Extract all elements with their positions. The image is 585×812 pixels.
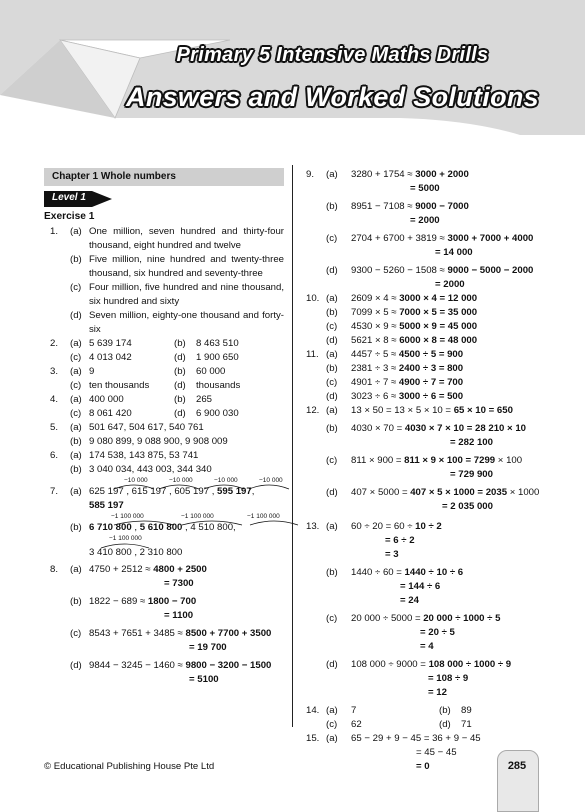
q12c xyxy=(300,454,546,468)
working-bold: 20 000 ÷ 1000 ÷ 5 xyxy=(423,613,501,624)
part-label: (b) xyxy=(326,567,338,578)
answer-value: 7 xyxy=(351,705,357,716)
part-label: (c) xyxy=(326,719,338,730)
part-label: (b) xyxy=(70,254,82,265)
answer-value: 60 000 xyxy=(196,366,226,377)
working: 407 × 5000 = xyxy=(351,487,411,498)
working: = 45 − 45 xyxy=(416,747,457,758)
working-bold: 3000 + 7000 + 4000 xyxy=(447,233,534,244)
part-label: (b) xyxy=(326,363,338,374)
answer-bold: 595 197 xyxy=(217,486,252,497)
answer-value: 400 000 xyxy=(89,394,124,405)
answer-value: 62 xyxy=(351,719,362,730)
q11b xyxy=(300,362,546,376)
part-label: (a) xyxy=(70,486,82,497)
q12b xyxy=(300,422,546,436)
q10a xyxy=(300,292,546,306)
q7b-arc-2 xyxy=(99,541,159,549)
q13d-result xyxy=(300,686,546,700)
q13b-step xyxy=(300,580,546,594)
result: = 6 ÷ 2 xyxy=(385,535,415,546)
working: 8951 − 7108 ≈ xyxy=(351,201,416,212)
answer-value: 9 xyxy=(89,366,95,377)
part-label: (c) xyxy=(70,282,82,293)
answer-value: 501 647, 504 617, 540 761 xyxy=(89,422,204,433)
arc-label: −1 100 000 xyxy=(247,513,280,520)
part-label: (b) xyxy=(326,307,338,318)
part-label: (b) xyxy=(174,366,186,377)
q9d-result xyxy=(300,278,546,292)
q-number: 7. xyxy=(50,486,59,497)
answer-value: 8 061 420 xyxy=(89,408,132,419)
q7a-arcs xyxy=(104,482,304,490)
q1a xyxy=(44,225,284,253)
level-badge xyxy=(44,190,284,208)
result: = 24 xyxy=(400,595,419,606)
answer-value: thousands xyxy=(196,380,241,391)
part-label: (d) xyxy=(174,408,186,419)
working: 4750 + 2512 ≈ xyxy=(89,564,154,575)
working: 4457 ÷ 5 ≈ xyxy=(351,349,399,360)
working-bold: 108 000 ÷ 1000 ÷ 9 xyxy=(428,659,512,670)
q13b-result xyxy=(300,594,546,608)
exercise-heading: Exercise 1 xyxy=(44,211,95,222)
answer-value: 8 463 510 xyxy=(196,338,239,349)
q-number: 1. xyxy=(50,226,59,237)
working-bold: 1800 − 700 xyxy=(147,596,197,607)
working: 811 × 900 = xyxy=(351,455,405,466)
working: × 100 xyxy=(495,455,523,466)
answer-text: Four million, five hundred and nine thousand, six hundred and sixty xyxy=(89,282,284,307)
result: = 12 xyxy=(428,687,447,698)
working-bold: 5000 × 9 = 45 000 xyxy=(399,321,478,332)
working: 4901 ÷ 7 ≈ xyxy=(351,377,399,388)
q-number: 2. xyxy=(50,338,59,349)
working: 2381 ÷ 3 ≈ xyxy=(351,363,399,374)
q13a-step xyxy=(300,534,546,548)
q9a-result xyxy=(300,182,546,196)
result: = 14 000 xyxy=(435,247,473,258)
working: 3280 + 1754 ≈ xyxy=(351,169,416,180)
part-label: (a) xyxy=(70,564,82,575)
q-number: 10. xyxy=(306,293,320,304)
q4-row1 xyxy=(44,393,284,407)
answer-bold: 5 610 800 xyxy=(139,522,183,533)
q1b xyxy=(44,253,284,281)
part-label: (c) xyxy=(326,377,338,388)
part-label: (a) xyxy=(70,366,82,377)
part-label: (b) xyxy=(326,423,338,434)
q-number: 4. xyxy=(50,394,59,405)
header-title-line1: Primary 5 Intensive Maths Drills xyxy=(176,44,489,66)
q6b xyxy=(44,463,284,477)
working: 8543 + 7651 + 3485 ≈ xyxy=(89,628,186,639)
q-number: 5. xyxy=(50,422,59,433)
working-bold: 4500 ÷ 5 = 900 xyxy=(398,349,464,360)
q9b xyxy=(300,200,546,214)
result: = 20 ÷ 5 xyxy=(420,627,455,638)
working: 5621 × 8 ≈ xyxy=(351,335,400,346)
q-number: 15. xyxy=(306,733,320,744)
answer-value: 174 538, 143 875, 53 741 xyxy=(89,450,199,461)
answer-value: 265 xyxy=(196,394,213,405)
level-label: Level 1 xyxy=(52,192,86,203)
working-bold: 9800 − 3200 − 1500 xyxy=(185,660,272,671)
q1d xyxy=(44,309,284,337)
q-number: 14. xyxy=(306,705,320,716)
q11a xyxy=(300,348,546,362)
result: = 2000 xyxy=(410,215,440,226)
part-label: (a) xyxy=(326,169,338,180)
q12d-result xyxy=(300,500,546,514)
working-bold: 7000 × 5 = 35 000 xyxy=(399,307,478,318)
part-label: (b) xyxy=(70,436,82,447)
working-bold: 10 ÷ 2 xyxy=(415,521,442,532)
working-bold: 407 × 5 × 1000 = 2035 xyxy=(410,487,508,498)
answer-value: 625 197 , 615 197 , 605 197 , xyxy=(89,486,218,497)
working: 1822 − 689 ≈ xyxy=(89,596,148,607)
part-label: (d) xyxy=(70,660,82,671)
result: = 729 900 xyxy=(450,469,493,480)
q8c-result xyxy=(44,641,284,655)
part-label: (c) xyxy=(326,321,338,332)
part-label: (a) xyxy=(326,521,338,532)
result: = 4 xyxy=(420,641,434,652)
working-bold: 2400 ÷ 3 = 800 xyxy=(398,363,464,374)
working: 20 000 ÷ 5000 = xyxy=(351,613,424,624)
answer-value: 3 410 800 , 2 310 800 xyxy=(89,547,183,558)
arc-label: −1 100 000 xyxy=(109,535,142,542)
result: = 19 700 xyxy=(189,642,227,653)
part-label: (a) xyxy=(70,338,82,349)
q13a-result xyxy=(300,548,546,562)
working: × 1000 xyxy=(507,487,540,498)
column-divider xyxy=(292,165,293,727)
q10b xyxy=(300,306,546,320)
result: = 0 xyxy=(416,761,430,772)
left-column xyxy=(44,168,284,687)
answer-value: 89 xyxy=(461,705,472,716)
q9d xyxy=(300,264,546,278)
arc-label: −1 100 000 xyxy=(111,513,144,520)
part-label: (a) xyxy=(326,349,338,360)
working-bold: 4900 ÷ 7 = 700 xyxy=(398,377,464,388)
part-label: (a) xyxy=(70,422,82,433)
q8d-result xyxy=(44,673,284,687)
q7b-arcs xyxy=(104,518,304,526)
working-bold: 9000 − 5000 − 2000 xyxy=(447,265,534,276)
q8b-result xyxy=(44,609,284,623)
working-bold: 1440 ÷ 10 ÷ 6 xyxy=(404,567,464,578)
q4-row2 xyxy=(44,407,284,421)
q13a xyxy=(300,520,546,534)
working: 2609 × 4 ≈ xyxy=(351,293,400,304)
answer-value: 71 xyxy=(461,719,472,730)
part-label: (b) xyxy=(70,464,82,475)
q15a xyxy=(300,732,546,746)
working: 4030 × 70 = xyxy=(351,423,405,434)
q12c-result xyxy=(300,468,546,482)
result: = 3 xyxy=(385,549,399,560)
working-bold: 8500 + 7700 + 3500 xyxy=(185,628,272,639)
part-label: (d) xyxy=(70,310,82,321)
q2-row1 xyxy=(44,337,284,351)
working: 1440 ÷ 60 = xyxy=(351,567,405,578)
q-number: 11. xyxy=(306,349,319,360)
part-label: (c) xyxy=(326,233,338,244)
result: = 144 ÷ 6 xyxy=(400,581,441,592)
answer-value: 4 013 042 xyxy=(89,352,132,363)
answer-value: 5 639 174 xyxy=(89,338,132,349)
part-label: (b) xyxy=(326,201,338,212)
part-label: (a) xyxy=(326,733,338,744)
q8a-result xyxy=(44,577,284,591)
q3-row1 xyxy=(44,365,284,379)
q7a-line2 xyxy=(44,499,284,513)
part-label: (d) xyxy=(326,335,338,346)
part-label: (d) xyxy=(326,487,338,498)
q5a xyxy=(44,421,284,435)
q9c xyxy=(300,232,546,246)
q5b xyxy=(44,435,284,449)
working: 65 − 29 + 9 − 45 = 36 + 9 − 45 xyxy=(351,733,481,744)
q9a xyxy=(300,168,546,182)
q13d xyxy=(300,658,546,672)
part-label: (d) xyxy=(326,659,338,670)
part-label: (c) xyxy=(70,352,82,363)
answer-value: ten thousands xyxy=(89,380,150,391)
working: 7099 × 5 ≈ xyxy=(351,307,400,318)
q-number: 13. xyxy=(306,521,320,532)
part-label: (d) xyxy=(326,391,338,402)
working: 9300 − 5260 − 1508 ≈ xyxy=(351,265,448,276)
working: 3023 ÷ 6 ≈ xyxy=(351,391,399,402)
q13d-step xyxy=(300,672,546,686)
q-number: 3. xyxy=(50,366,59,377)
working: 108 000 ÷ 9000 = xyxy=(351,659,429,670)
answer-text: One million, seven hundred and thirty-four thousand, eight hundred and twelve xyxy=(89,226,284,251)
q8b xyxy=(44,595,284,609)
q8c xyxy=(44,627,284,641)
part-label: (a) xyxy=(326,293,338,304)
part-label: (c) xyxy=(326,455,338,466)
working-bold: 9000 − 7000 xyxy=(415,201,469,212)
working-bold: 6000 × 8 = 48 000 xyxy=(399,335,478,346)
answer-value: 9 080 899, 9 088 900, 9 908 009 xyxy=(89,436,228,447)
arc-label: −10 000 xyxy=(214,477,238,484)
result: = 108 ÷ 9 xyxy=(428,673,469,684)
working-bold: 811 × 9 × 100 = 7299 xyxy=(404,455,496,466)
part-label: (c) xyxy=(326,613,338,624)
part-label: (a) xyxy=(70,226,82,237)
part-label: (d) xyxy=(439,719,451,730)
right-column xyxy=(300,168,546,774)
q-number: 9. xyxy=(306,169,315,180)
q12b-result xyxy=(300,436,546,450)
q7a: 7. (a) 625 197 , 615 197 , 605 197 , 595 197, xyxy=(44,485,284,499)
q6a xyxy=(44,449,284,463)
working: 4530 × 9 ≈ xyxy=(351,321,400,332)
q9c-result xyxy=(300,246,546,260)
arc-label: −10 000 xyxy=(259,477,283,484)
part-label: (b) xyxy=(439,705,451,716)
part-label: (d) xyxy=(174,352,186,363)
arc-label: −1 100 000 xyxy=(181,513,214,520)
q-number: 12. xyxy=(306,405,320,416)
chapter-heading: Chapter 1 Whole numbers xyxy=(44,168,284,186)
part-label: (b) xyxy=(70,522,82,533)
page-number: 285 xyxy=(507,760,527,772)
q13c-step xyxy=(300,626,546,640)
q2-row2 xyxy=(44,351,284,365)
part-label: (a) xyxy=(326,705,338,716)
working-bold: 65 × 10 = 650 xyxy=(453,405,513,416)
answer-value: 4 510 800, xyxy=(190,522,236,533)
q14-row1 xyxy=(300,704,546,718)
result: = 2000 xyxy=(435,279,465,290)
part-label: (a) xyxy=(326,405,338,416)
result: = 1100 xyxy=(164,610,194,621)
q8d xyxy=(44,659,284,673)
part-label: (c) xyxy=(70,380,82,391)
working-bold: 4800 + 2500 xyxy=(153,564,207,575)
part-label: (a) xyxy=(70,450,82,461)
part-label: (a) xyxy=(70,394,82,405)
answer-text: Seven million, eighty-one thousand and forty-six xyxy=(89,310,284,335)
q3-row2 xyxy=(44,379,284,393)
answer-value: 1 900 650 xyxy=(196,352,239,363)
q13c xyxy=(300,612,546,626)
working-bold: 3000 + 2000 xyxy=(415,169,469,180)
header-title-line2: Answers and Worked Solutions xyxy=(126,82,539,112)
working-bold: 3000 × 4 = 12 000 xyxy=(399,293,478,304)
working: 13 × 50 = 13 × 5 × 10 = xyxy=(351,405,454,416)
working: 60 ÷ 20 = 60 ÷ xyxy=(351,521,416,532)
q12a xyxy=(300,404,546,418)
working: 9844 − 3245 − 1460 ≈ xyxy=(89,660,186,671)
q12d xyxy=(300,486,546,500)
q10d xyxy=(300,334,546,348)
part-label: (c) xyxy=(70,408,82,419)
arc-label: −10 000 xyxy=(169,477,193,484)
part-label: (b) xyxy=(174,338,186,349)
q14-row2 xyxy=(300,718,546,732)
working-bold: 3000 ÷ 6 = 500 xyxy=(398,391,464,402)
result: = 282 100 xyxy=(450,437,493,448)
result: = 5100 xyxy=(189,674,219,685)
answer-value: 6 900 030 xyxy=(196,408,239,419)
q13c-result xyxy=(300,640,546,654)
q9b-result xyxy=(300,214,546,228)
q11c xyxy=(300,376,546,390)
arc-label: −10 000 xyxy=(124,477,148,484)
answer-bold: 585 197 xyxy=(89,500,124,511)
answer-value: 3 040 034, 443 003, 344 340 xyxy=(89,464,212,475)
q11d xyxy=(300,390,546,404)
header-banner xyxy=(0,0,585,135)
q1c xyxy=(44,281,284,309)
part-label: (d) xyxy=(326,265,338,276)
result: = 2 035 000 xyxy=(442,501,493,512)
q-number: 8. xyxy=(50,564,59,575)
part-label: (c) xyxy=(70,628,82,639)
working: 2704 + 6700 + 3819 ≈ xyxy=(351,233,448,244)
part-label: (b) xyxy=(70,596,82,607)
result: = 7300 xyxy=(164,578,194,589)
working-bold: 4030 × 7 × 10 = 28 210 × 10 xyxy=(404,423,526,434)
answer-text: Five million, nine hundred and twenty-three thousand, six hundred and seventy-three xyxy=(89,254,284,279)
q13b xyxy=(300,566,546,580)
q7b-line2 xyxy=(44,546,284,560)
q-number: 6. xyxy=(50,450,59,461)
answer-bold: 6 710 800 xyxy=(89,522,132,533)
part-label: (b) xyxy=(174,394,186,405)
publisher-footer: © Educational Publishing House Pte Ltd xyxy=(44,761,215,772)
q10c xyxy=(300,320,546,334)
result: = 5000 xyxy=(410,183,440,194)
q7b: (b) 6 710 800 , 5 610 800 , 4 510 800, xyxy=(44,521,284,535)
part-label: (d) xyxy=(174,380,186,391)
q8a xyxy=(44,563,284,577)
